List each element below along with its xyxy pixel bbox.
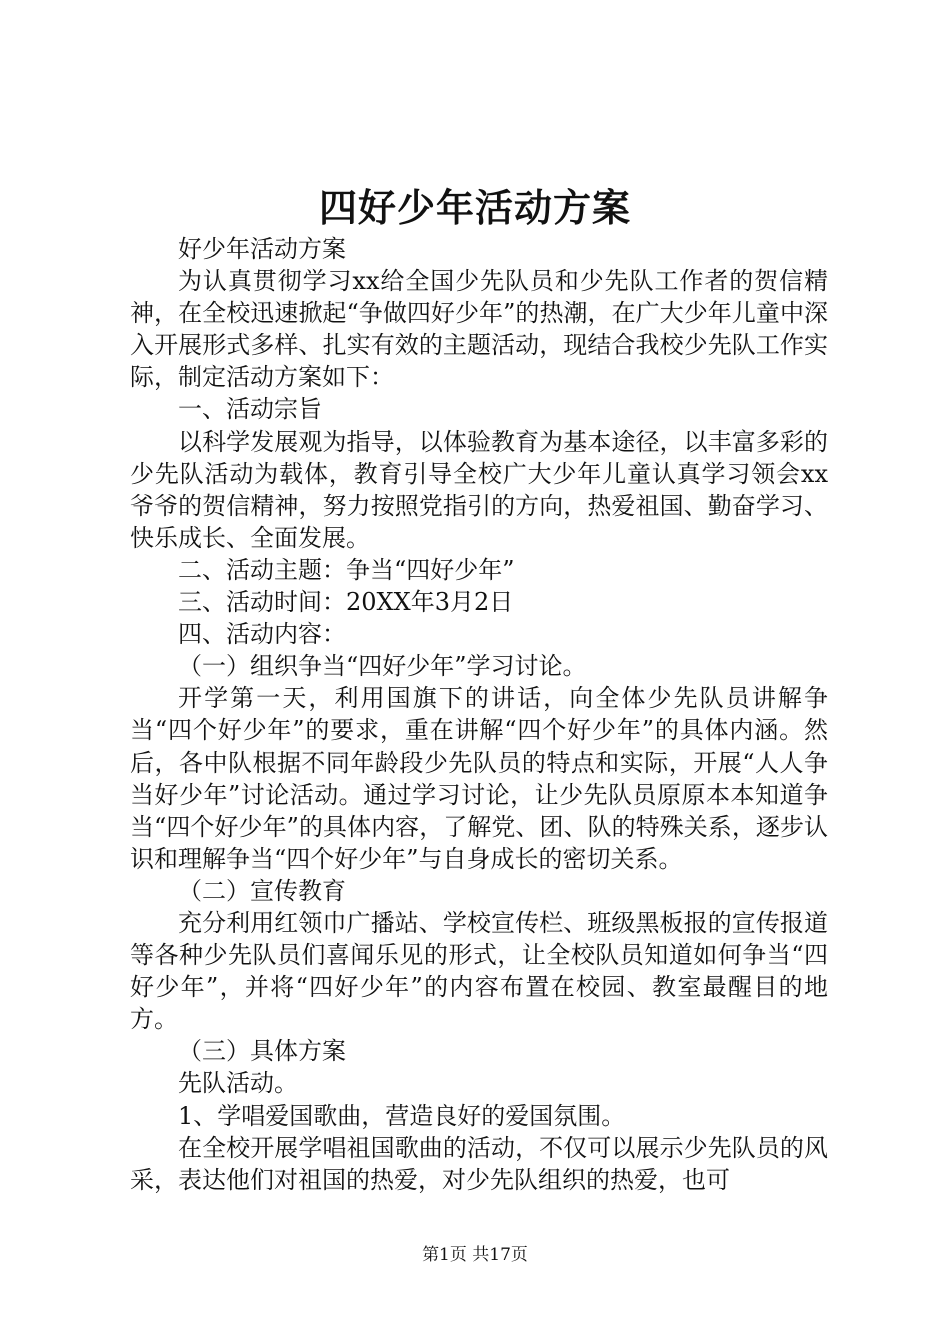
heading-time: 三、活动时间：20XX年3月2日 [178,588,514,617]
item-songs: 1、学唱爱国歌曲，营造良好的爱国氛围。 [178,1101,626,1130]
heading-purpose: 一、活动宗旨 [178,395,322,424]
heading-content: 四、活动内容： [178,620,346,649]
paragraph-discussion: 开学第一天，利用国旗下的讲话，向全体少先队员讲解争当“四个好少年”的要求，重在讲解“四个好少年”的具体内涵。然后，各中队根据不同年龄段少先队员的特点和实际，开展“人人争当好少年”讨论活动。通过学习讨论，让少先队员原原本本知道争当“四个好少年”的具体内容，了解党、团、队的特殊关系，逐步认识和理解争当“四个好少年”与自身成长的密切关系。 [130,684,828,873]
paragraph-purpose: 以科学发展观为指导，以体验教育为基本途径，以丰富多彩的少先队活动为载体，教育引导全校广大少年儿童认真学习领会xx爷爷的贺信精神，努力按照党指引的方向，热爱祖国、勤奋学习、快乐成长、全面发展。 [130,427,828,552]
document-body [130,233,828,1196]
document-title: 四好少年活动方案 [318,185,631,230]
paragraph-subtitle: 好少年活动方案 [178,235,346,263]
paragraph-songs: 在全校开展学唱祖国歌曲的活动，不仅可以展示少先队员的风采，表达他们对祖国的热爱，对少先队组织的热爱，也可 [130,1133,828,1194]
subheading-plan: （三）具体方案 [178,1037,346,1066]
subheading-discussion: （一）组织争当“四好少年”学习讨论。 [178,652,587,681]
paragraph-activity: 先队活动。 [178,1069,298,1098]
paragraph-intro: 为认真贯彻学习xx给全国少先队员和少先队工作者的贺信精神，在全校迅速掀起“争做四好少年”的热潮，在广大少年儿童中深入开展形式多样、扎实有效的主题活动，现结合我校少先队工作实际，制定活动方案如下： [130,267,828,392]
heading-theme: 二、活动主题：争当“四好少年” [178,555,515,584]
page-footer: 第1页 共17页 [422,1245,528,1265]
subheading-publicity: （二）宣传教育 [178,876,346,905]
paragraph-publicity: 充分利用红领巾广播站、学校宣传栏、班级黑板报的宣传报道等各种少先队员们喜闻乐见的形式，让全校队员知道如何争当“四好少年”，并将“四好少年”的内容布置在校园、教室最醒目的地方。 [130,908,828,1034]
